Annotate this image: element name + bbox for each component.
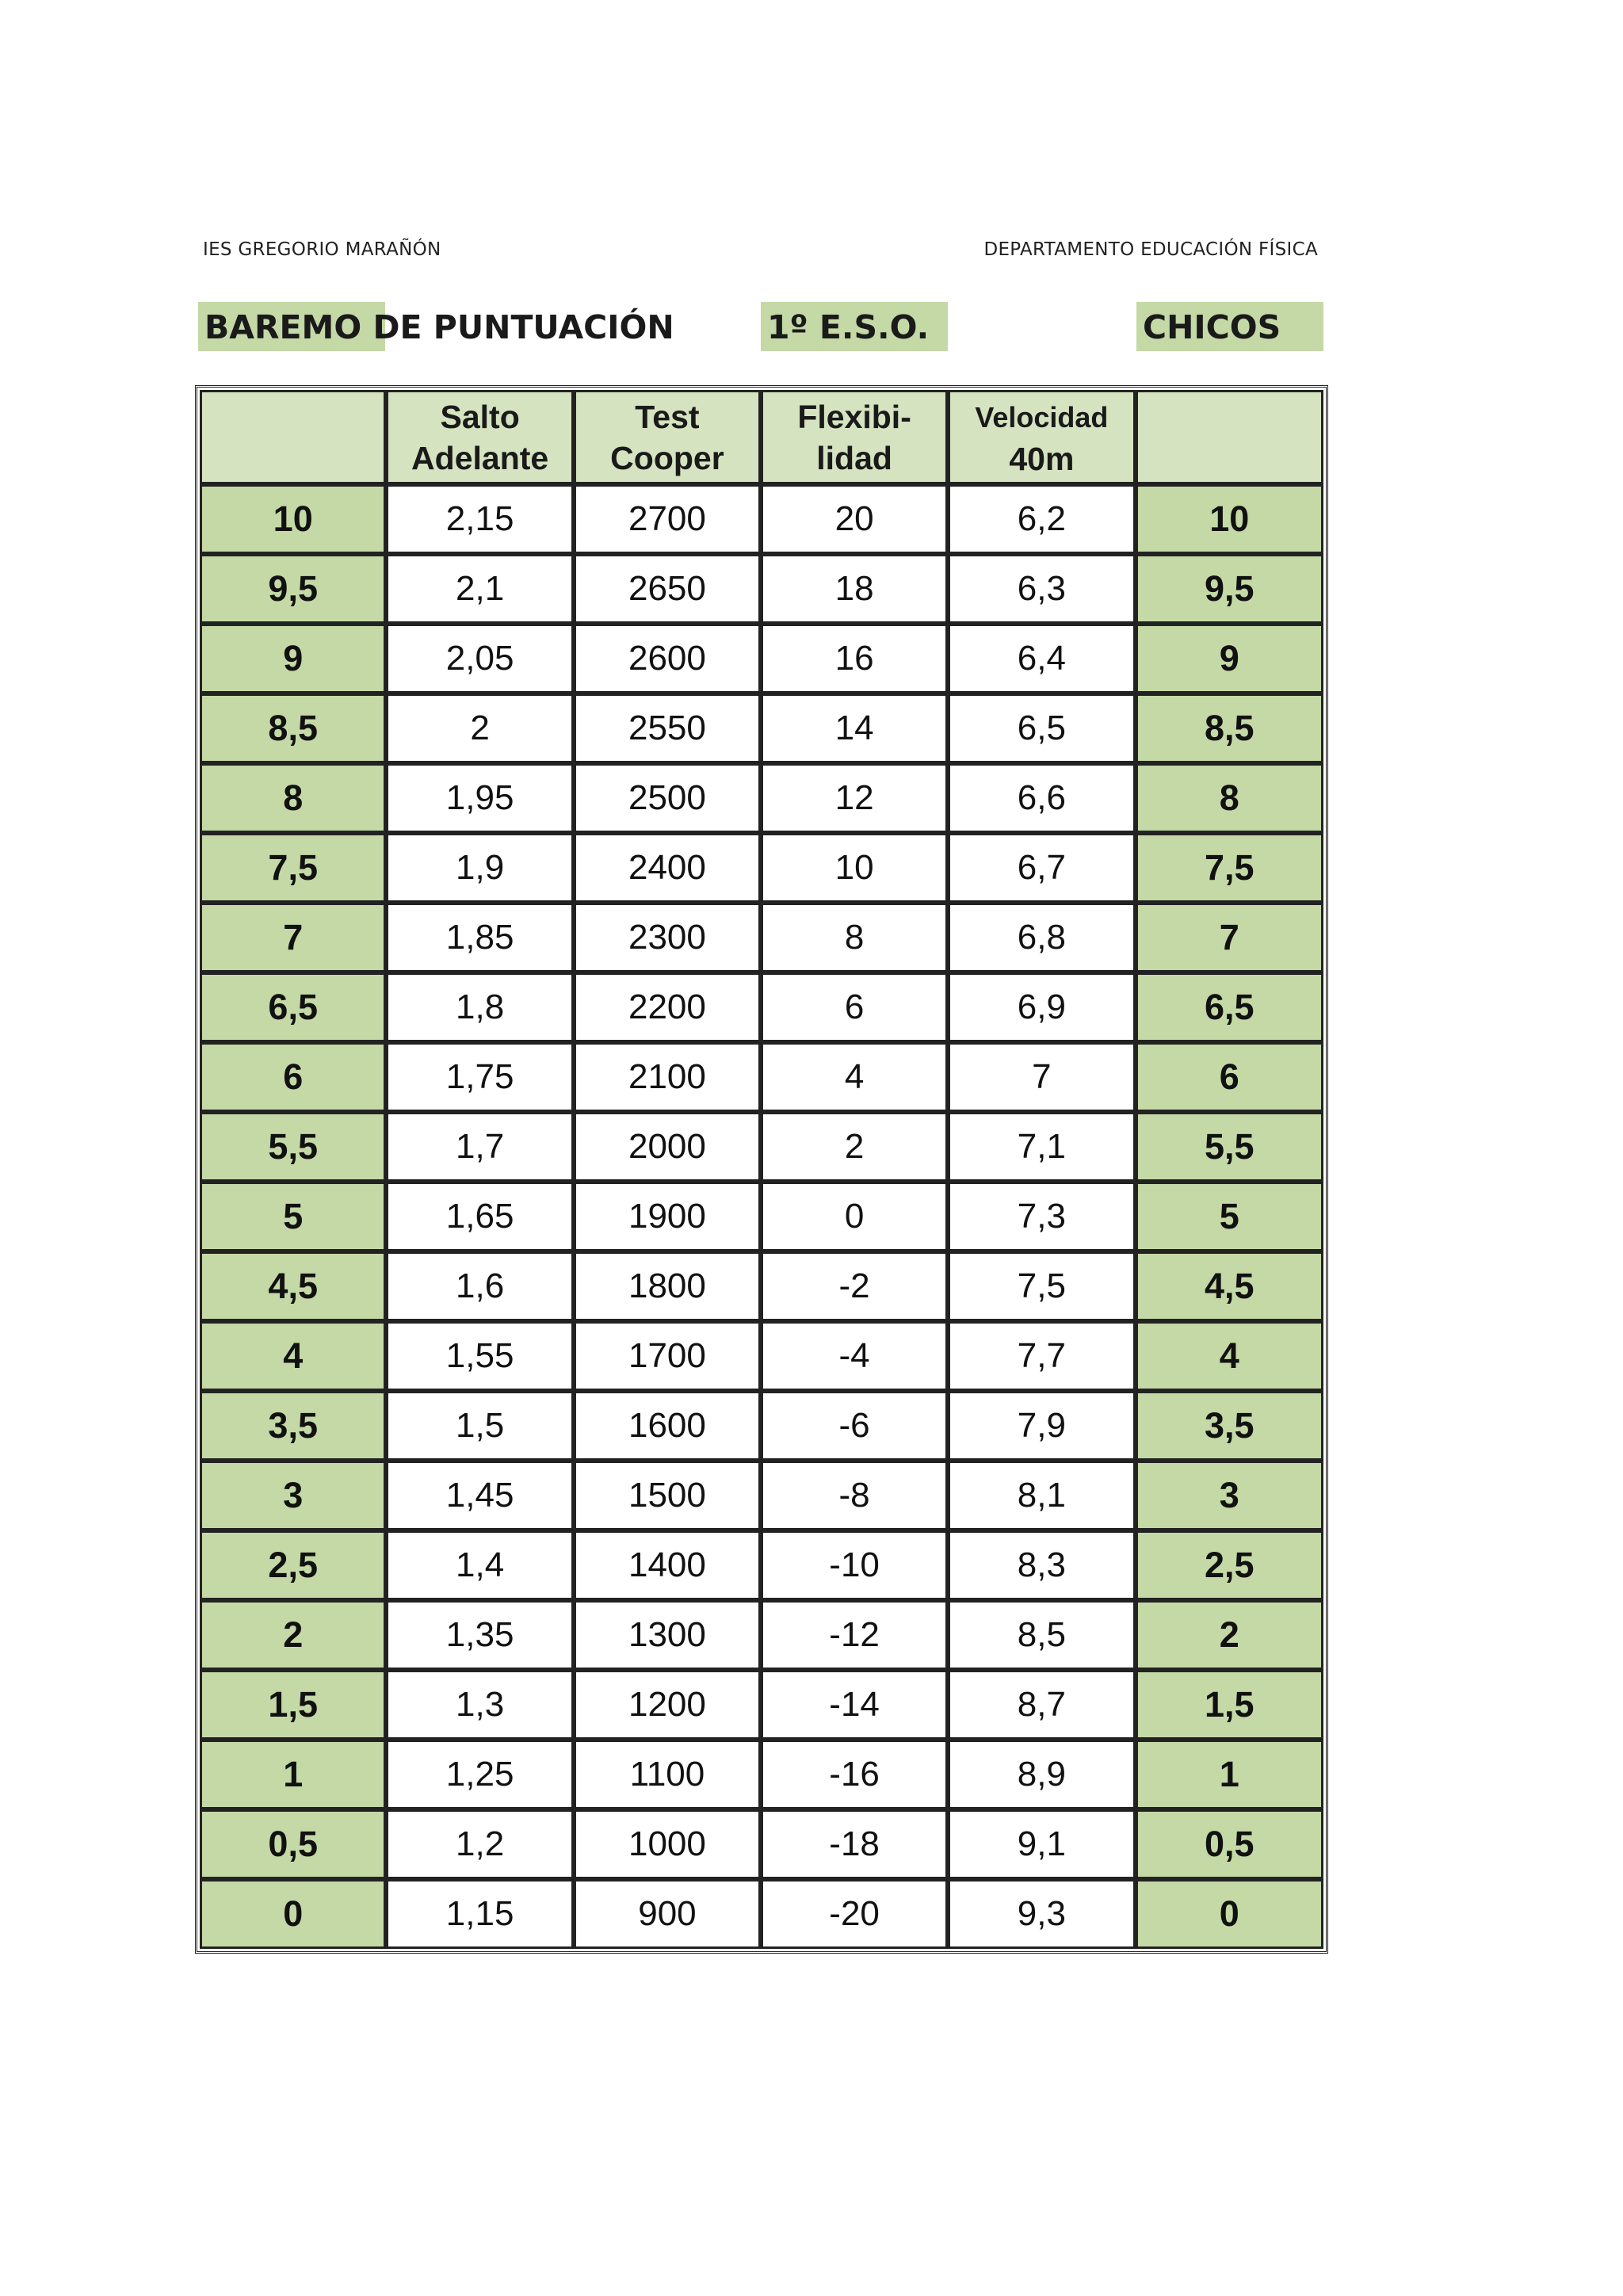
cooper-cell: 1400 [574,1530,761,1600]
header-label: lidad [816,439,892,476]
velocidad-cell: 7,3 [948,1182,1135,1251]
flexibilidad-cell: 20 [761,484,948,554]
table-row [200,1809,1323,1879]
velocidad-cell: 9,3 [948,1879,1135,1949]
grade-cell-right: 2,5 [1136,1530,1323,1600]
salto-cell: 1,95 [386,763,573,833]
cooper-cell: 1600 [574,1391,761,1461]
salto-cell: 2 [386,693,573,763]
grade-cell-right: 0,5 [1136,1809,1323,1879]
salto-cell: 1,8 [386,972,573,1042]
salto-cell: 1,25 [386,1740,573,1809]
flexibilidad-cell: 2 [761,1112,948,1182]
grade-cell-right: 1 [1136,1740,1323,1809]
grade-cell: 5,5 [200,1112,386,1182]
table-row [200,1530,1323,1600]
velocidad-cell: 7,1 [948,1112,1135,1182]
cooper-cell: 2500 [574,763,761,833]
flexibilidad-cell: -6 [761,1391,948,1461]
cooper-cell: 2100 [574,1042,761,1112]
velocidad-cell: 7,7 [948,1321,1135,1391]
grade-cell: 8 [200,763,386,833]
grade-cell: 0 [200,1879,386,1949]
grade-cell-right: 6,5 [1136,972,1323,1042]
grade-cell-right: 1,5 [1136,1670,1323,1740]
header-label: Velocidad [975,400,1109,434]
flexibilidad-cell: -10 [761,1530,948,1600]
page-title: BAREMO DE PUNTUACIÓN [204,308,674,346]
cooper-cell: 1500 [574,1461,761,1530]
table-row [200,763,1323,833]
score-table [195,385,1328,1954]
grade-cell: 10 [200,484,386,554]
grade-cell: 7,5 [200,833,386,903]
salto-cell: 1,45 [386,1461,573,1530]
flexibilidad-cell: -18 [761,1809,948,1879]
table-row [200,903,1323,972]
table-row [200,1740,1323,1809]
cooper-cell: 2650 [574,554,761,624]
grade-cell-right: 9,5 [1136,554,1323,624]
salto-cell: 1,4 [386,1530,573,1600]
flexibilidad-cell: 18 [761,554,948,624]
header-label: Adelante [411,439,549,476]
salto-cell: 2,15 [386,484,573,554]
course-level: 1º E.S.O. [767,308,930,346]
salto-cell: 1,7 [386,1112,573,1182]
grade-cell-right: 6 [1136,1042,1323,1112]
flexibilidad-cell: -8 [761,1461,948,1530]
salto-cell: 1,3 [386,1670,573,1740]
velocidad-cell: 6,7 [948,833,1135,903]
table-row [200,972,1323,1042]
grade-cell: 7 [200,903,386,972]
velocidad-cell: 6,4 [948,624,1135,693]
grade-cell: 1 [200,1740,386,1809]
cooper-cell: 2700 [574,484,761,554]
flexibilidad-cell: 8 [761,903,948,972]
cooper-cell: 1700 [574,1321,761,1391]
grade-cell: 0,5 [200,1809,386,1879]
velocidad-cell: 7,9 [948,1391,1135,1461]
salto-cell: 2,05 [386,624,573,693]
grade-cell-right: 4,5 [1136,1251,1323,1321]
table-row [200,484,1323,554]
velocidad-cell: 7 [948,1042,1135,1112]
grade-cell: 2,5 [200,1530,386,1600]
header-label: Flexibi- [797,398,911,435]
flexibilidad-cell: -4 [761,1321,948,1391]
velocidad-cell: 8,5 [948,1600,1135,1670]
header-cell-cooper [574,390,761,484]
velocidad-cell: 6,6 [948,763,1135,833]
header-label: Test [635,398,700,435]
table-row [200,833,1323,903]
salto-cell: 1,2 [386,1809,573,1879]
header-cell-velocidad [948,390,1135,484]
cooper-cell: 1200 [574,1670,761,1740]
grade-cell-right: 3 [1136,1461,1323,1530]
table-row [200,693,1323,763]
title-row [0,302,1623,351]
grade-cell-right: 5,5 [1136,1112,1323,1182]
flexibilidad-cell: 14 [761,693,948,763]
table-row [200,624,1323,693]
table-row [200,1600,1323,1670]
grade-cell: 8,5 [200,693,386,763]
flexibilidad-cell: 16 [761,624,948,693]
header-cell-salto [386,390,573,484]
cooper-cell: 1000 [574,1809,761,1879]
cooper-cell: 1900 [574,1182,761,1251]
salto-cell: 1,65 [386,1182,573,1251]
school-name: IES GREGORIO MARAÑÓN [203,239,441,260]
salto-cell: 1,5 [386,1391,573,1461]
header-row [200,390,1323,484]
header-label: 40m [1009,440,1075,477]
grade-cell-right: 4 [1136,1321,1323,1391]
velocidad-cell: 8,9 [948,1740,1135,1809]
table-row [200,1670,1323,1740]
table-row [200,1321,1323,1391]
grade-cell-right: 3,5 [1136,1391,1323,1461]
cooper-cell: 2200 [574,972,761,1042]
grade-cell: 9 [200,624,386,693]
salto-cell: 1,9 [386,833,573,903]
flexibilidad-cell: -14 [761,1670,948,1740]
velocidad-cell: 6,8 [948,903,1135,972]
flexibilidad-cell: 6 [761,972,948,1042]
flexibilidad-cell: -2 [761,1251,948,1321]
table-row [200,554,1323,624]
flexibilidad-cell: -12 [761,1600,948,1670]
grade-cell: 4 [200,1321,386,1391]
velocidad-cell: 6,5 [948,693,1135,763]
velocidad-cell: 8,1 [948,1461,1135,1530]
cooper-cell: 2550 [574,693,761,763]
flexibilidad-cell: 10 [761,833,948,903]
header-cell-blank-left [200,390,386,484]
salto-cell: 1,35 [386,1600,573,1670]
flexibilidad-cell: -16 [761,1740,948,1809]
grade-cell-right: 8,5 [1136,693,1323,763]
flexibilidad-cell: 0 [761,1182,948,1251]
flexibilidad-cell: -20 [761,1879,948,1949]
velocidad-cell: 7,5 [948,1251,1135,1321]
grade-cell: 5 [200,1182,386,1251]
grade-cell: 6,5 [200,972,386,1042]
grade-cell: 1,5 [200,1670,386,1740]
cooper-cell: 2600 [574,624,761,693]
grade-cell: 3,5 [200,1391,386,1461]
salto-cell: 1,6 [386,1251,573,1321]
velocidad-cell: 8,3 [948,1530,1135,1600]
header-label: Cooper [610,439,724,476]
salto-cell: 1,15 [386,1879,573,1949]
velocidad-cell: 6,2 [948,484,1135,554]
velocidad-cell: 6,3 [948,554,1135,624]
table-row [200,1112,1323,1182]
grade-cell-right: 9 [1136,624,1323,693]
department-name: DEPARTAMENTO EDUCACIÓN FÍSICA [983,239,1318,260]
flexibilidad-cell: 12 [761,763,948,833]
salto-cell: 1,85 [386,903,573,972]
salto-cell: 1,55 [386,1321,573,1391]
grade-cell-right: 8 [1136,763,1323,833]
header-label: Salto [440,398,520,435]
table-row [200,1391,1323,1461]
cooper-cell: 2300 [574,903,761,972]
grade-cell-right: 5 [1136,1182,1323,1251]
student-group: CHICOS [1143,308,1281,346]
cooper-cell: 1100 [574,1740,761,1809]
cooper-cell: 1300 [574,1600,761,1670]
grade-cell: 9,5 [200,554,386,624]
cooper-cell: 2400 [574,833,761,903]
header-cell-flexibilidad [761,390,948,484]
table-row [200,1182,1323,1251]
table-row [200,1251,1323,1321]
velocidad-cell: 6,9 [948,972,1135,1042]
flexibilidad-cell: 4 [761,1042,948,1112]
grade-cell-right: 0 [1136,1879,1323,1949]
grade-cell-right: 7,5 [1136,833,1323,903]
table-row [200,1879,1323,1949]
grade-cell: 3 [200,1461,386,1530]
grade-cell: 6 [200,1042,386,1112]
grade-cell-right: 2 [1136,1600,1323,1670]
table-row [200,1042,1323,1112]
cooper-cell: 2000 [574,1112,761,1182]
velocidad-cell: 8,7 [948,1670,1135,1740]
cooper-cell: 900 [574,1879,761,1949]
grade-cell-right: 10 [1136,484,1323,554]
grade-cell: 4,5 [200,1251,386,1321]
grade-cell-right: 7 [1136,903,1323,972]
header-cell-blank-right [1136,390,1323,484]
cooper-cell: 1800 [574,1251,761,1321]
grade-cell: 2 [200,1600,386,1670]
salto-cell: 1,75 [386,1042,573,1112]
velocidad-cell: 9,1 [948,1809,1135,1879]
table-row [200,1461,1323,1530]
salto-cell: 2,1 [386,554,573,624]
